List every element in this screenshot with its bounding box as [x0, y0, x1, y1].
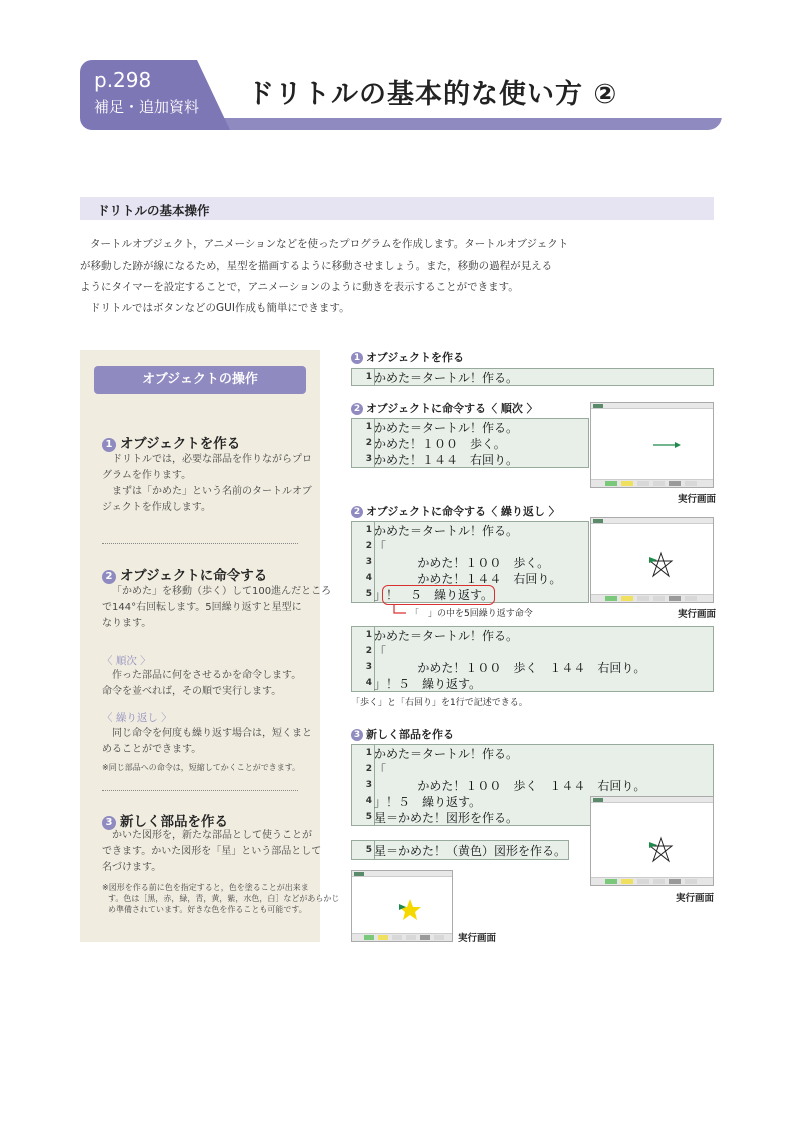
button-bar	[352, 933, 452, 941]
toolbar-button	[637, 596, 649, 601]
app-logo-icon	[593, 404, 603, 408]
code-line: 「	[374, 645, 387, 659]
run-button	[605, 481, 617, 486]
run-caption: 実行画面	[678, 494, 717, 505]
right-heading-4	[351, 726, 454, 742]
text-line: ジェクトを作成します。	[102, 502, 211, 513]
line-number: 4	[365, 796, 372, 806]
step-3-title: 新しく部品を作る	[120, 814, 228, 830]
code-line: かめた！１４４ 右回り。	[374, 453, 519, 467]
line-number: 3	[365, 662, 372, 672]
section-title: ドリトルの基本操作	[97, 203, 210, 218]
stop-button	[621, 481, 633, 486]
color-note-2: す。色は［黒，赤，緑，青，黄，紫，水色，白］などがあらかじ	[108, 894, 340, 903]
step-number: 2	[351, 403, 363, 415]
line-number: 1	[365, 525, 372, 535]
line-number: 5	[365, 845, 372, 855]
page-number: p.298	[94, 68, 152, 92]
line-number: 4	[365, 573, 372, 583]
right-heading-1	[351, 349, 464, 365]
repeat-note: ※同じ部品への命令は，短縮してかくことができます。	[102, 763, 301, 772]
step-2-heading	[102, 564, 267, 584]
run-screen-1	[590, 402, 714, 488]
toolbar-button	[637, 879, 649, 884]
line-number: 3	[365, 780, 372, 790]
heading-label: 新しく部品を作る	[366, 728, 454, 741]
divider	[102, 543, 298, 544]
line-number: 4	[365, 678, 372, 688]
code-block-4	[351, 626, 714, 692]
code-line: かめた！１００ 歩く。	[374, 437, 506, 451]
text-line: まずは「かめた」という名前のタートルオブ	[112, 486, 312, 497]
text-line: 名づけます。	[102, 862, 162, 873]
code-line: かめた＝タートル！作る。	[374, 421, 519, 435]
sequence-title: 〈 順次 〉	[102, 655, 151, 667]
divider	[102, 790, 298, 791]
text-line: 作った部品に何をさせるかを命令します。	[112, 670, 302, 681]
callout-line	[388, 604, 408, 616]
run-screen-2	[590, 517, 714, 603]
repeat-title: 〈 繰り返し 〉	[102, 712, 172, 724]
panel-title: オブジェクトの操作	[94, 366, 306, 394]
stop-button	[621, 879, 633, 884]
yellow-star	[399, 899, 421, 920]
heading-label: オブジェクトに命令する〈 順次 〉	[366, 402, 538, 415]
run-caption: 実行画面	[458, 933, 497, 944]
text-line: で144°右回転します。5回繰り返すと星型に	[102, 602, 302, 613]
stop-button	[378, 935, 388, 940]
button-bar	[591, 594, 713, 602]
toolbar-button	[392, 935, 402, 940]
step-number: 3	[102, 816, 116, 830]
code-line: 星＝かめた！（黄色）図形を作る。	[374, 844, 567, 858]
intro-line-2: が移動した跡が線になるため，星型を描画するように移動させましょう。また，移動の過程が見える	[80, 260, 553, 272]
toolbar-button	[669, 879, 681, 884]
line-number: 2	[365, 541, 372, 551]
code-line: かめた！１００ 歩く １４４ 右回り。	[374, 779, 646, 793]
code-line: 星＝かめた！図形を作る。	[374, 811, 519, 825]
button-bar	[591, 479, 713, 487]
heading-label: オブジェクトに命令する〈 繰り返し 〉	[366, 505, 560, 518]
text-line: かいた図形を，新たな部品として使うことが	[112, 830, 312, 841]
star-outline	[650, 553, 672, 576]
toolbar-button	[420, 935, 430, 940]
app-logo-icon	[354, 872, 364, 876]
code-line: かめた＝タートル！作る。	[374, 371, 519, 385]
step-number: 1	[351, 352, 363, 364]
text-line: めることができます。	[102, 744, 202, 755]
step-3-heading	[102, 810, 228, 830]
line-number: 3	[365, 454, 372, 464]
toolbar-button	[669, 596, 681, 601]
turtle-icon	[649, 842, 657, 848]
code-line: かめた！１００ 歩く。	[374, 556, 550, 570]
toolbar-button	[653, 596, 665, 601]
page-subtitle: 補足・追加資料	[94, 98, 200, 116]
toolbar-button	[685, 596, 697, 601]
run-button	[364, 935, 374, 940]
line-number: 2	[365, 646, 372, 656]
line-number: 2	[365, 438, 372, 448]
line-number: 1	[365, 422, 372, 432]
loop-note: 「 」の中を5回繰り返す命令	[410, 609, 533, 619]
turtle-canvas	[591, 409, 713, 479]
line-number: 2	[365, 764, 372, 774]
intro-line-1: タートルオブジェクト，アニメーションなどを使ったプログラムを作成します。タートルオブジェクト	[90, 238, 569, 250]
app-logo-icon	[593, 798, 603, 802]
code-block-1	[351, 368, 714, 386]
line-number: 1	[365, 372, 372, 382]
code-line: かめた！１４４ 右回り。	[374, 572, 562, 586]
turtle-icon	[675, 442, 681, 448]
oneline-note: 「歩く」と「右回り」を1行で記述できる。	[351, 698, 528, 708]
text-line: できます。かいた図形を「星」という部品として	[102, 846, 322, 857]
intro-line-3: ようにタイマーを設定することで，アニメーションのように動きを表示することができます。	[80, 281, 519, 293]
code-line: 」！５ 繰り返す。	[374, 677, 482, 691]
turtle-canvas	[591, 803, 713, 877]
run-caption: 実行画面	[678, 609, 717, 620]
text-line: 命令を並べれば，その順で実行します。	[102, 686, 282, 697]
step-number: 1	[102, 438, 116, 452]
text-line: なります。	[102, 618, 152, 629]
run-button	[605, 596, 617, 601]
code-block-6	[351, 840, 569, 860]
step-number: 3	[351, 729, 363, 741]
toolbar-button	[653, 481, 665, 486]
stop-button	[621, 596, 633, 601]
code-line: 」！ ５ 繰り返す。	[374, 588, 494, 602]
code-line: かめた！１００ 歩く １４４ 右回り。	[374, 661, 646, 675]
run-screen-3	[590, 796, 714, 886]
step-number: 2	[351, 506, 363, 518]
toolbar-button	[406, 935, 416, 940]
step-2-title: オブジェクトに命令する	[120, 568, 268, 584]
line-number: 5	[365, 589, 372, 599]
toolbar-button	[653, 879, 665, 884]
run-caption: 実行画面	[676, 893, 715, 904]
app-logo-icon	[593, 519, 603, 523]
run-button	[605, 879, 617, 884]
code-line: かめた＝タートル！作る。	[374, 629, 519, 643]
right-heading-3	[351, 503, 560, 519]
turtle-icon	[649, 557, 657, 563]
code-line: 「	[374, 540, 387, 554]
text-line: ドリトルでは，必要な部品を作りながらプロ	[112, 454, 312, 465]
color-note-1: ※図形を作る前に色を指定すると，色を塗ることが出来ま	[102, 883, 309, 892]
button-bar	[591, 877, 713, 885]
toolbar-button	[434, 935, 444, 940]
turtle-canvas	[352, 877, 452, 933]
color-note-3: め準備されています。好きな色を作ることも可能です。	[108, 905, 307, 914]
line-number: 1	[365, 748, 372, 758]
heading-label: オブジェクトを作る	[366, 351, 465, 364]
line-number: 5	[365, 812, 372, 822]
text-line: 同じ命令を何度も繰り返す場合は，短くまと	[112, 728, 312, 739]
text-line: グラムを作ります。	[102, 470, 192, 481]
intro-line-4: ドリトルではボタンなどのGUI作成も簡単にできます。	[90, 302, 350, 314]
text-line: 「かめた」を移動（歩く）して100進んだところ	[112, 586, 332, 597]
toolbar-button	[685, 481, 697, 486]
page-title: ドリトルの基本的な使い方 ②	[247, 79, 618, 110]
right-heading-2	[351, 400, 538, 416]
step-number: 2	[102, 570, 116, 584]
run-screen-4	[351, 870, 453, 942]
code-line: 「	[374, 763, 387, 777]
toolbar-button	[669, 481, 681, 486]
step-1-heading	[102, 432, 240, 452]
loop-highlight	[382, 585, 495, 605]
step-1-title: オブジェクトを作る	[120, 436, 241, 452]
turtle-canvas	[591, 524, 713, 594]
code-line: 」！５ 繰り返す。	[374, 795, 482, 809]
code-block-2	[351, 418, 589, 468]
code-line: かめた＝タートル！作る。	[374, 747, 519, 761]
line-number: 1	[365, 630, 372, 640]
star-outline	[650, 838, 672, 861]
toolbar-button	[685, 879, 697, 884]
code-line: かめた＝タートル！作る。	[374, 524, 519, 538]
toolbar-button	[637, 481, 649, 486]
line-number: 3	[365, 557, 372, 567]
